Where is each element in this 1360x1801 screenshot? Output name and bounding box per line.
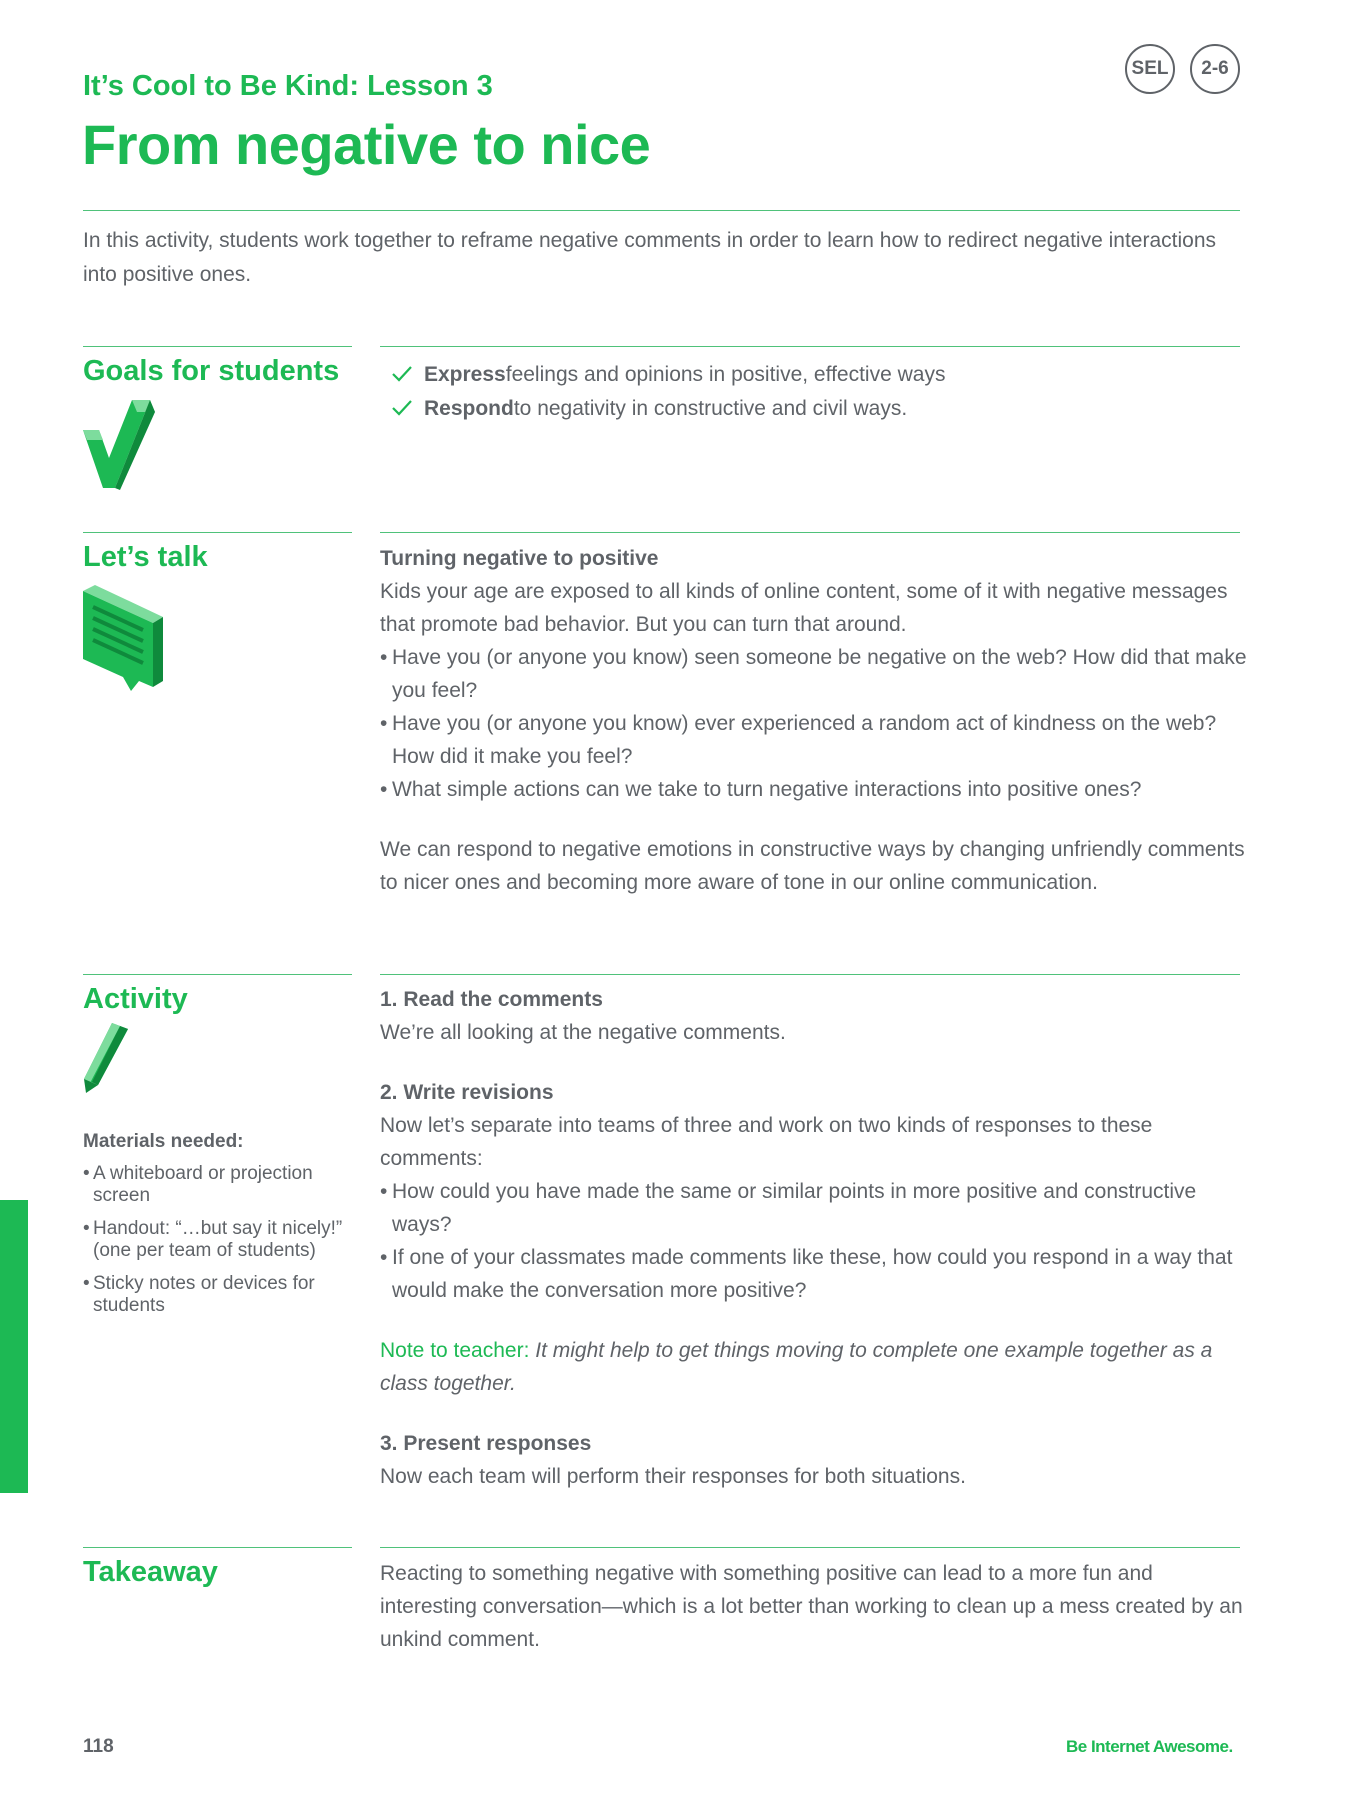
materials-box	[83, 1131, 353, 1328]
intro-paragraph: In this activity, students work together to reframe negative comments in order to learn how to redirect negative interactions into positive ones.	[83, 229, 1216, 286]
list-item: • Have you (or anyone you know) seen someone be negative on the web? How did that make you feel?	[380, 646, 1247, 702]
grade-badge-range: 2-6	[1190, 44, 1240, 94]
lesson-kicker: It’s Cool to Be Kind: Lesson 3	[83, 70, 493, 102]
talk-left-rule	[83, 532, 352, 533]
checkmark-icon	[83, 400, 155, 490]
activity-left-rule	[83, 974, 352, 975]
list-item: • If one of your classmates made comments like these, how could you respond in a way that would make the conversation more positive?	[380, 1246, 1233, 1302]
speech-bubble-icon	[83, 585, 163, 691]
list-item: • How could you have made the same or similar points in more positive and constructive ways?	[380, 1180, 1197, 1236]
materials-heading: Materials needed:	[83, 1131, 244, 1152]
list-item: • A whiteboard or projection screen	[83, 1163, 313, 1206]
step3-title: 3. Present responses	[380, 1432, 592, 1455]
page-number: 118	[83, 1736, 114, 1757]
note-label: Note to teacher:	[380, 1339, 530, 1362]
check-icon	[380, 365, 424, 383]
activity-body	[380, 983, 1250, 1493]
grade-badge-sel: SEL	[1125, 44, 1175, 94]
takeaway-right-rule	[380, 1547, 1240, 1548]
step2-text: Now let’s separate into teams of three and work on two kinds of responses to these comments:	[380, 1114, 1153, 1170]
check-icon	[380, 399, 424, 417]
step1-text: We’re all looking at the negative comments.	[380, 1021, 786, 1044]
teacher-note	[380, 1334, 1250, 1400]
goal-item	[380, 391, 1250, 425]
list-item: • Handout: “…but say it nicely!” (one per team of students)	[83, 1218, 343, 1261]
goals-left-rule	[83, 346, 352, 347]
list-item: • Sticky notes or devices for students	[83, 1273, 315, 1316]
talk-lead: Kids your age are exposed to all kinds of online content, some of it with negative messages that promote bad behavior. But you can turn that around.	[380, 580, 1228, 636]
takeaway-heading: Takeaway	[83, 1556, 218, 1588]
goals-right-rule	[380, 346, 1240, 347]
goals-list	[380, 357, 1250, 425]
page-title: From negative to nice	[82, 113, 651, 176]
step2-title: 2. Write revisions	[380, 1081, 554, 1104]
goals-heading: Goals for students	[83, 355, 340, 387]
goal-verb: Express	[424, 362, 506, 386]
talk-body	[380, 542, 1250, 899]
list-item: • Have you (or anyone you know) ever experienced a random act of kindness on the web? How did it make you feel?	[380, 712, 1217, 768]
step1-title: 1. Read the comments	[380, 988, 603, 1011]
list-item: • What simple actions can we take to turn negative interactions into positive ones?	[380, 778, 1142, 801]
brand-logo: Be Internet Awesome.	[1066, 1737, 1233, 1756]
activity-right-rule	[380, 974, 1240, 975]
goal-verb: Respond	[424, 396, 514, 420]
takeaway-left-rule	[83, 1547, 352, 1548]
title-divider	[83, 210, 1240, 211]
talk-closing: We can respond to negative emotions in constructive ways by changing unfriendly comments to nicer ones and becoming more aware of tone in our online communication.	[380, 838, 1245, 894]
goal-text: to negativity in constructive and civil ways.	[513, 396, 908, 420]
activity-heading: Activity	[83, 983, 188, 1015]
pencil-icon	[82, 1023, 128, 1093]
step3-text: Now each team will perform their responses for both situations.	[380, 1465, 966, 1488]
goal-text: feelings and opinions in positive, effective ways	[505, 362, 946, 386]
talk-heading: Let’s talk	[83, 541, 208, 573]
note-text: It might help to get things moving to complete one example together as a class together.	[380, 1339, 1213, 1395]
talk-subheading: Turning negative to positive	[380, 547, 659, 570]
goal-item	[380, 357, 1250, 391]
side-accent-bar	[0, 1200, 28, 1493]
takeaway-text: Reacting to something negative with something positive can lead to a more fun and interesting conversation—which is a lot better than working to clean up a mess created by an unkind comment.	[380, 1562, 1243, 1651]
talk-right-rule	[380, 532, 1240, 533]
